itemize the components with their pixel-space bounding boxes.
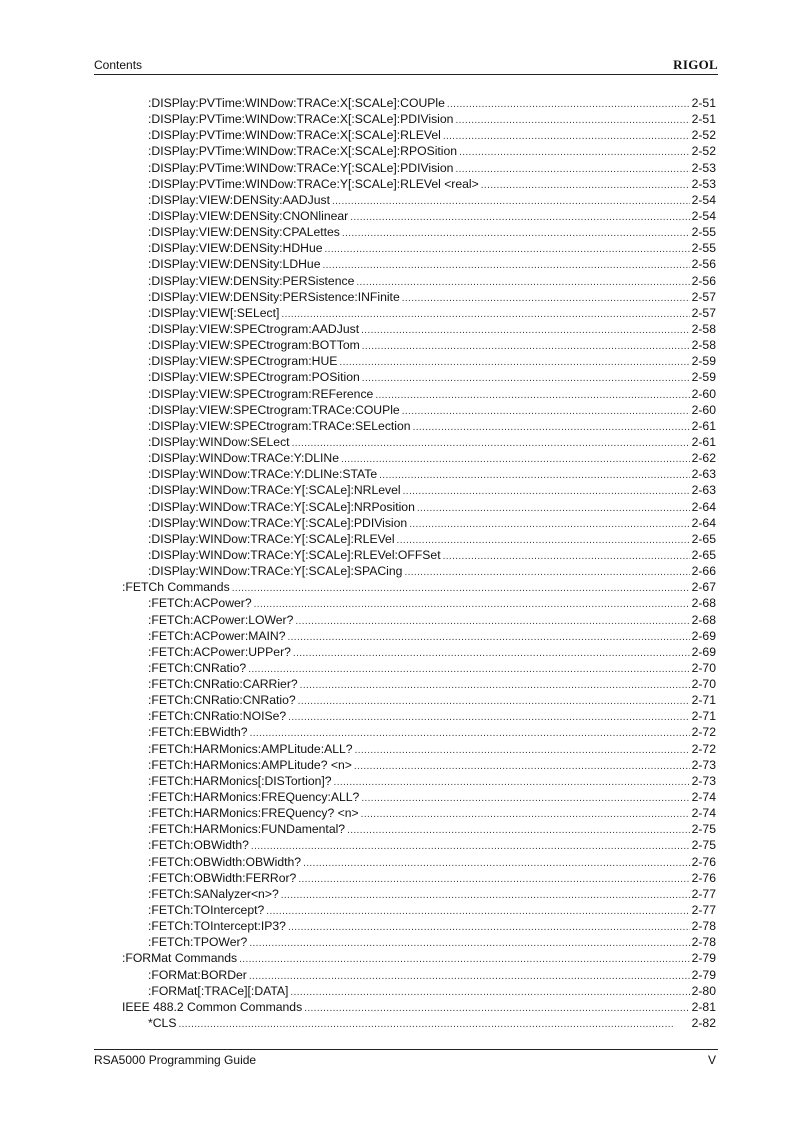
toc-page-number: 2-74 <box>691 806 716 821</box>
toc-page-number: 2-72 <box>691 725 716 740</box>
toc-entry-title: :FETCh:SANalyzer<n>? <box>148 886 279 901</box>
toc-entry[interactable] <box>0 143 793 159</box>
toc-page-number: 2-67 <box>691 580 716 595</box>
toc-entry-title: :FETCh:HARMonics:AMPLitude:ALL? <box>148 741 353 756</box>
toc-entry-title: :DISPlay:WINDow:TRACe:Y[:SCALe]:RLEVel:OFFSet <box>148 547 441 562</box>
toc-entry-title: :DISPlay:WINDow:TRACe:Y[:SCALe]:PDIVision <box>148 515 408 530</box>
toc-page-number: 2-55 <box>691 241 716 256</box>
toc-entry[interactable] <box>0 902 793 918</box>
toc-page-number: 2-56 <box>691 257 716 272</box>
toc-page-number: 2-64 <box>691 515 716 530</box>
toc-entry-title: :FETCh:OBWidth:OBWidth? <box>148 854 302 869</box>
toc-page-number: 2-79 <box>691 951 716 966</box>
toc-page-number: 2-70 <box>691 660 716 675</box>
toc-entry[interactable] <box>0 192 793 208</box>
toc-page-number: 2-70 <box>691 677 716 692</box>
toc-entry[interactable] <box>0 515 793 531</box>
header-section-label: Contents <box>94 58 143 72</box>
toc-entry[interactable] <box>0 757 793 773</box>
toc-entry-title: :FETCh:CNRatio:CARRier? <box>148 677 298 692</box>
toc-page-number: 2-75 <box>691 822 716 837</box>
toc-entry[interactable] <box>0 773 793 789</box>
footer-page-number: V <box>707 1053 716 1067</box>
toc-section-entry[interactable] <box>0 579 793 595</box>
toc-page-number: 2-68 <box>691 612 716 627</box>
table-of-contents <box>0 95 793 1031</box>
toc-entry-title: :DISPlay:VIEW:SPECtrogram:REFerence <box>148 386 374 401</box>
toc-entry-title: :DISPlay:WINDow:TRACe:Y[:SCALe]:NRLevel <box>148 483 401 498</box>
toc-entry-title: :FETCh:EBWidth? <box>148 725 248 740</box>
toc-entry[interactable] <box>0 967 793 983</box>
toc-page-number: 2-52 <box>691 144 716 159</box>
toc-page-number: 2-73 <box>691 757 716 772</box>
toc-leader-dots <box>178 1017 689 1033</box>
toc-entry-title: :DISPlay:PVTime:WINDow:TRACe:X[:SCALe]:RPOSition <box>148 144 458 159</box>
toc-page-number: 2-62 <box>691 451 716 466</box>
toc-entry[interactable] <box>0 111 793 127</box>
toc-entry-title: :DISPlay:WINDow:TRACe:Y:DLINe:STATe <box>148 467 378 482</box>
toc-entry-title: :DISPlay:VIEW:DENSity:CNONlinear <box>148 208 349 223</box>
toc-entry[interactable] <box>0 854 793 870</box>
toc-entry-title: :DISPlay:VIEW:DENSity:LDHue <box>148 257 321 272</box>
toc-entry[interactable] <box>0 208 793 224</box>
toc-page-number: 2-64 <box>691 499 716 514</box>
toc-entry[interactable] <box>0 531 793 547</box>
toc-page-number: 2-63 <box>691 467 716 482</box>
toc-page-number: 2-51 <box>691 96 716 110</box>
toc-page-number: 2-68 <box>691 596 716 611</box>
toc-entry[interactable] <box>0 305 793 321</box>
toc-entry[interactable] <box>0 789 793 805</box>
toc-entry[interactable] <box>0 418 793 434</box>
toc-entry-title: :FETCh:CNRatio:NOISe? <box>148 709 287 724</box>
toc-entry[interactable] <box>0 547 793 563</box>
toc-entry[interactable] <box>0 450 793 466</box>
toc-page-number: 2-59 <box>691 370 716 385</box>
brand-logo: RIGOL <box>673 57 718 72</box>
toc-page-number: 2-60 <box>691 402 716 417</box>
toc-entry[interactable] <box>0 612 793 628</box>
toc-entry-title: :DISPlay:WINDow:TRACe:Y[:SCALe]:SPACing <box>148 564 403 579</box>
toc-entry-title: :DISPlay:WINDow:TRACe:Y[:SCALe]:RLEVel <box>148 531 395 546</box>
page-footer <box>94 1053 718 1069</box>
toc-page-number: 2-54 <box>691 208 716 223</box>
toc-page-number: 2-79 <box>691 967 716 982</box>
toc-page-number: 2-71 <box>691 709 716 724</box>
toc-entry-title: :DISPlay:WINDow:TRACe:Y:DLINe <box>148 451 339 466</box>
toc-section-entry[interactable] <box>0 950 793 966</box>
toc-entry[interactable] <box>0 160 793 176</box>
toc-entry-title: :DISPlay:VIEW:SPECtrogram:POSition <box>148 370 360 385</box>
toc-entry-title: :DISPlay:VIEW:DENSity:HDHue <box>148 241 323 256</box>
toc-page-number: 2-56 <box>691 273 716 288</box>
toc-entry[interactable] <box>0 628 793 644</box>
toc-entry-title: :FORMat[:TRACe][:DATA] <box>148 983 289 998</box>
toc-page-number: 2-71 <box>691 693 716 708</box>
toc-entry[interactable] <box>0 595 793 611</box>
toc-entry[interactable] <box>0 353 793 369</box>
toc-entry-title: :DISPlay:VIEW:DENSity:PERSistence:INFinite <box>148 289 400 304</box>
toc-entry-title: :DISPlay:VIEW:SPECtrogram:TRACe:SELection <box>148 418 411 433</box>
toc-page-number: 2-63 <box>691 483 716 498</box>
toc-entry-title: :DISPlay:WINDow:SELect <box>148 434 290 449</box>
toc-page-number: 2-75 <box>691 838 716 853</box>
toc-entry-title: *CLS <box>148 1016 177 1031</box>
toc-section-entry[interactable] <box>0 999 793 1015</box>
toc-page-number: 2-74 <box>691 790 716 805</box>
toc-page-number: 2-78 <box>691 935 716 950</box>
toc-entry[interactable] <box>0 837 793 853</box>
toc-entry-title: :DISPlay:PVTime:WINDow:TRACe:X[:SCALe]:PDIVision <box>148 112 454 127</box>
toc-page-number: 2-58 <box>691 338 716 353</box>
toc-entry-title: :FETCh:HARMonics:FREQuency? <n> <box>148 806 359 821</box>
toc-entry-title: :FETCh:ACPower? <box>148 596 252 611</box>
toc-entry[interactable] <box>0 127 793 143</box>
toc-page-number: 2-58 <box>691 321 716 336</box>
toc-entry[interactable] <box>0 692 793 708</box>
toc-page-number: 2-81 <box>691 999 716 1014</box>
toc-entry[interactable] <box>0 434 793 450</box>
toc-entry-title: :DISPlay:VIEW[:SELect] <box>148 305 280 320</box>
toc-entry[interactable] <box>0 821 793 837</box>
toc-entry[interactable] <box>0 256 793 272</box>
toc-entry[interactable] <box>0 660 793 676</box>
toc-entry-title: :FETCh:HARMonics:FREQuency:ALL? <box>148 790 360 805</box>
toc-entry-title: :DISPlay:PVTime:WINDow:TRACe:Y[:SCALe]:PDIVision <box>148 160 454 175</box>
toc-page-number: 2-61 <box>691 434 716 449</box>
toc-entry[interactable] <box>0 95 793 111</box>
toc-entry[interactable] <box>0 918 793 934</box>
toc-entry-title: :FETCh:CNRatio? <box>148 660 247 675</box>
toc-entry-title: :DISPlay:VIEW:DENSity:AADJust <box>148 192 330 207</box>
toc-entry[interactable] <box>0 934 793 950</box>
toc-entry[interactable] <box>0 886 793 902</box>
toc-page-number: 2-69 <box>691 644 716 659</box>
toc-page-number: 2-66 <box>691 564 716 579</box>
toc-entry[interactable] <box>0 983 793 999</box>
toc-entry-title: :FETCh:HARMonics:FUNDamental? <box>148 822 346 837</box>
page-header <box>94 57 718 73</box>
toc-entry[interactable] <box>0 386 793 402</box>
toc-entry-title: :FORMat:BORDer <box>148 967 247 982</box>
toc-page-number: 2-52 <box>691 128 716 143</box>
toc-entry-title: IEEE 488.2 Common Commands <box>122 999 303 1014</box>
toc-entry-title: :DISPlay:PVTime:WINDow:TRACe:X[:SCALe]:COUPle <box>148 96 445 110</box>
toc-page-number: 2-61 <box>691 418 716 433</box>
toc-page-number: 2-76 <box>691 854 716 869</box>
toc-entry[interactable] <box>0 676 793 692</box>
toc-entry-title: :DISPlay:VIEW:DENSity:CPALettes <box>148 225 340 240</box>
toc-entry[interactable] <box>0 466 793 482</box>
toc-page-number: 2-51 <box>691 112 716 127</box>
toc-entry[interactable] <box>0 321 793 337</box>
toc-entry[interactable] <box>0 240 793 256</box>
toc-entry[interactable] <box>0 563 793 579</box>
toc-entry-title: :FETCh:TOIntercept:IP3? <box>148 919 286 934</box>
toc-page-number: 2-80 <box>691 983 716 998</box>
toc-page-number: 2-76 <box>691 870 716 885</box>
toc-page-number: 2-65 <box>691 531 716 546</box>
toc-page-number: 2-53 <box>691 160 716 175</box>
footer-document-title: RSA5000 Programming Guide <box>94 1053 257 1067</box>
toc-page-number: 2-57 <box>691 289 716 304</box>
toc-entry-title: :FETCh Commands <box>122 580 230 595</box>
toc-entry-title: :DISPlay:VIEW:SPECtrogram:BOTTom <box>148 338 360 353</box>
toc-entry-title: :DISPlay:VIEW:SPECtrogram:HUE <box>148 354 338 369</box>
toc-entry-title: :FETCh:ACPower:UPPer? <box>148 644 291 659</box>
toc-entry[interactable] <box>0 273 793 289</box>
toc-entry-title: :FORMat Commands <box>122 951 238 966</box>
toc-entry[interactable] <box>0 870 793 886</box>
toc-entry[interactable] <box>0 741 793 757</box>
toc-page-number: 2-72 <box>691 741 716 756</box>
header-rule <box>94 74 718 75</box>
toc-entry-title: :FETCh:ACPower:MAIN? <box>148 628 286 643</box>
toc-entry-title: :DISPlay:VIEW:SPECtrogram:TRACe:COUPle <box>148 402 400 417</box>
toc-entry-title: :FETCh:TOIntercept? <box>148 903 265 918</box>
toc-entry-title: :FETCh:HARMonics:AMPLitude? <n> <box>148 757 352 772</box>
toc-entry-title: :DISPlay:WINDow:TRACe:Y[:SCALe]:NRPosition <box>148 499 415 514</box>
toc-entry-title: :DISPlay:PVTime:WINDow:TRACe:X[:SCALe]:RLEVel <box>148 128 441 143</box>
toc-page-number: 2-69 <box>691 628 716 643</box>
toc-page-number: 2-53 <box>691 176 716 191</box>
toc-entry[interactable] <box>0 176 793 192</box>
toc-page-number: 2-57 <box>691 305 716 320</box>
toc-entry[interactable] <box>0 337 793 353</box>
toc-entry[interactable] <box>0 224 793 240</box>
toc-entry[interactable] <box>0 482 793 498</box>
toc-entry-title: :FETCh:OBWidth? <box>148 838 249 853</box>
toc-entry[interactable] <box>0 499 793 515</box>
toc-entry-title: :FETCh:OBWidth:FERRor? <box>148 870 297 885</box>
toc-entry[interactable] <box>0 644 793 660</box>
toc-entry-title: :FETCh:TPOWer? <box>148 935 248 950</box>
toc-entry-title: :DISPlay:VIEW:DENSity:PERSistence <box>148 273 355 288</box>
toc-page-number: 2-59 <box>691 354 716 369</box>
toc-entry[interactable] <box>0 369 793 385</box>
toc-entry[interactable] <box>0 402 793 418</box>
toc-entry-title: :FETCh:CNRatio:CNRatio? <box>148 693 296 708</box>
toc-page-number: 2-60 <box>691 386 716 401</box>
toc-entry-title: :DISPlay:PVTime:WINDow:TRACe:Y[:SCALe]:RLEVel <real> <box>148 176 479 191</box>
toc-page-number: 2-77 <box>691 903 716 918</box>
toc-entry[interactable] <box>0 289 793 305</box>
footer-rule <box>94 1049 718 1050</box>
toc-page-number: 2-65 <box>691 547 716 562</box>
toc-entry-title: :FETCh:HARMonics[:DISTortion]? <box>148 773 332 788</box>
toc-page-number: 2-78 <box>691 919 716 934</box>
toc-page-number: 2-77 <box>691 886 716 901</box>
toc-page-number: 2-82 <box>691 1016 716 1031</box>
toc-entry-title: :FETCh:ACPower:LOWer? <box>148 612 294 627</box>
toc-page-number: 2-73 <box>691 773 716 788</box>
toc-entry-title: :DISPlay:VIEW:SPECtrogram:AADJust <box>148 321 360 336</box>
toc-page-number: 2-55 <box>691 225 716 240</box>
toc-entry[interactable] <box>0 708 793 724</box>
toc-entry[interactable] <box>0 805 793 821</box>
toc-entry[interactable] <box>0 724 793 740</box>
toc-entry[interactable] <box>0 1015 793 1031</box>
toc-page-number: 2-54 <box>691 192 716 207</box>
